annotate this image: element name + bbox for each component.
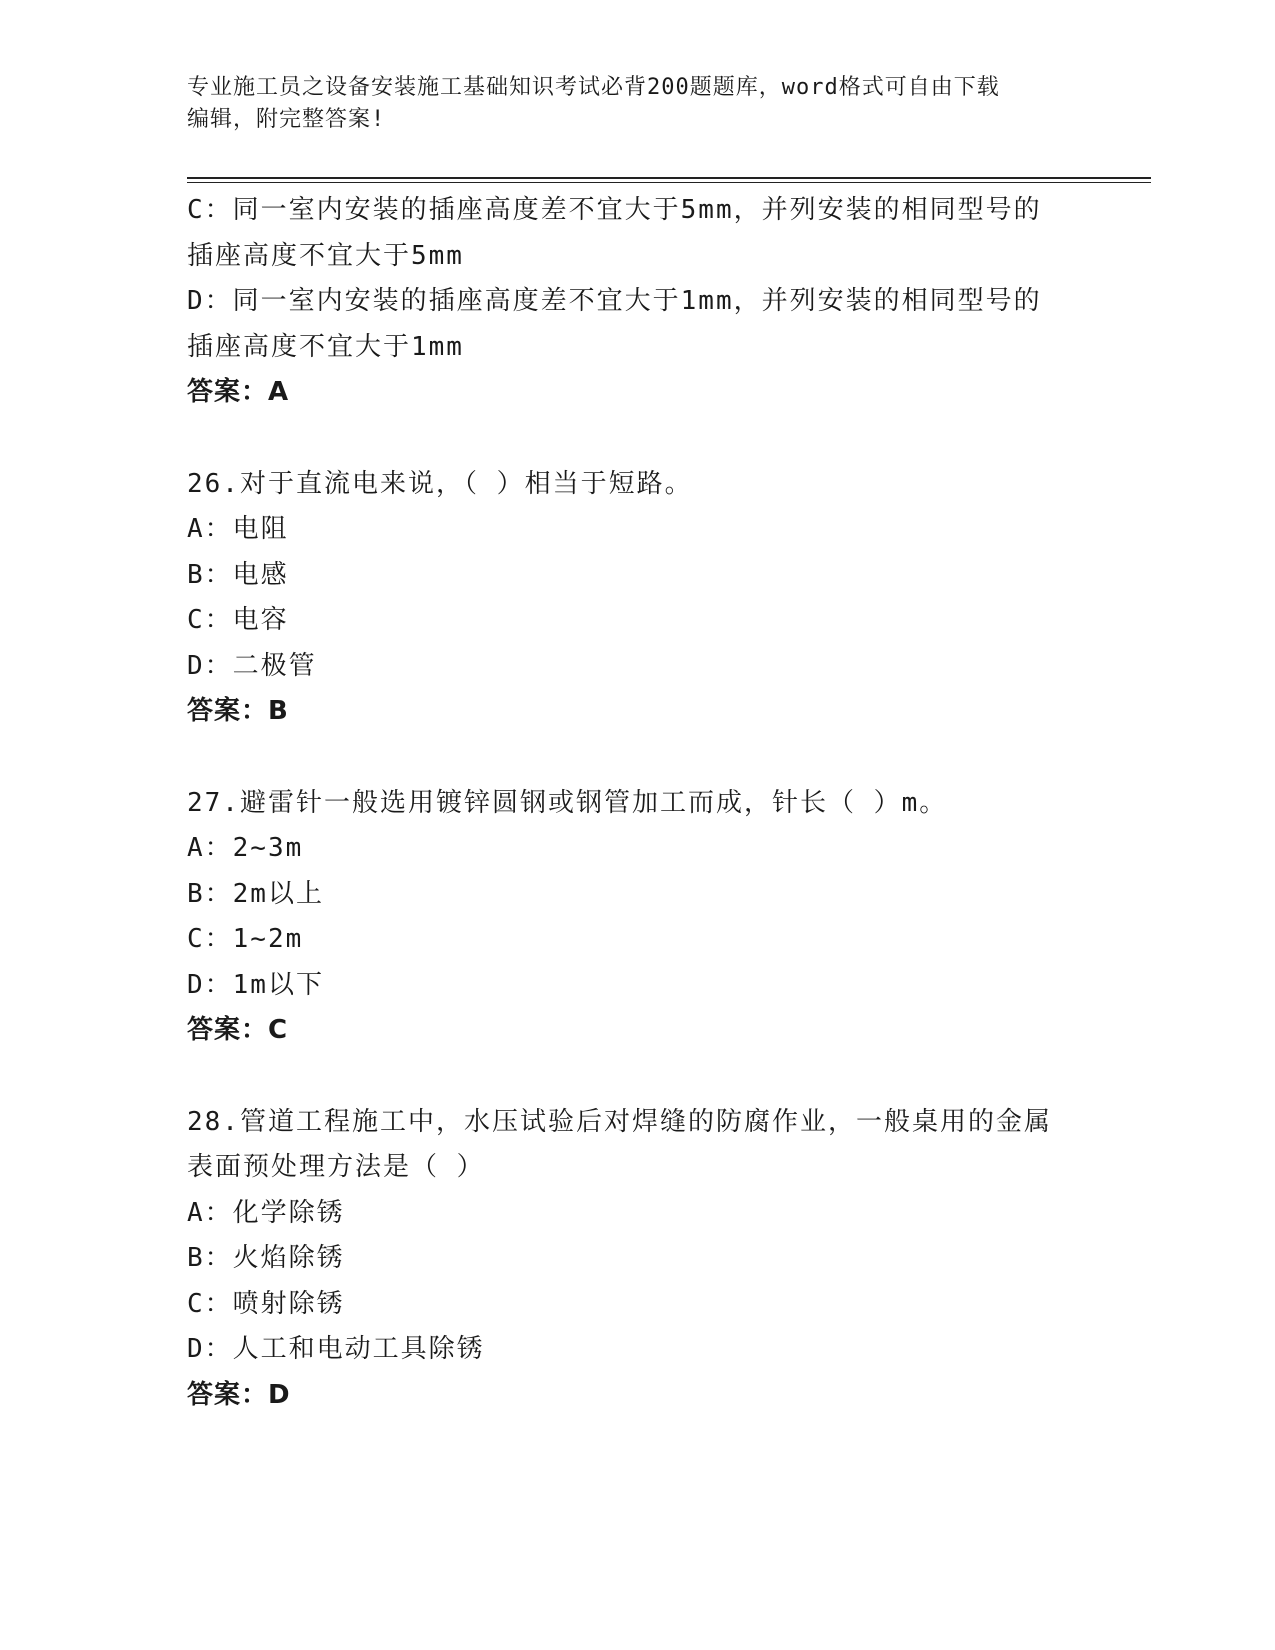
answer-line: 答案：A bbox=[187, 377, 290, 407]
option-b: B：电感 bbox=[187, 559, 289, 590]
option-c-line-2: 插座高度不宜大于5mm bbox=[187, 240, 464, 271]
option-c: C：电容 bbox=[187, 605, 289, 635]
option-a: A：电阻 bbox=[187, 514, 289, 544]
answer-line: 答案：C bbox=[187, 1015, 289, 1045]
spacer bbox=[187, 416, 1087, 462]
header-divider-thin bbox=[187, 182, 1151, 183]
option-d: D：人工和电动工具除锈 bbox=[187, 1334, 485, 1364]
option-a: A：化学除锈 bbox=[187, 1197, 345, 1228]
option-d: D：二极管 bbox=[187, 650, 317, 681]
option-c-line-1: C：同一室内安装的插座高度差不宜大于5mm，并列安装的相同型号的 bbox=[187, 195, 1042, 225]
option-c: C：1~2m bbox=[187, 924, 304, 954]
question-content bbox=[187, 188, 1087, 1418]
question-28 bbox=[187, 1100, 1087, 1419]
option-a: A：2~3m bbox=[187, 833, 304, 863]
header-line-1: 专业施工员之设备安装施工基础知识考试必背200题题库，word格式可自由下载 bbox=[187, 75, 1000, 100]
spacer bbox=[187, 1054, 1087, 1100]
answer-line: 答案：D bbox=[187, 1379, 291, 1410]
question-stem-line-1: 28.管道工程施工中，水压试验后对焊缝的防腐作业，一般桌用的金属 bbox=[187, 1106, 1052, 1137]
option-c: C：喷射除锈 bbox=[187, 1288, 345, 1319]
option-d-line-1: D：同一室内安装的插座高度差不宜大于1mm，并列安装的相同型号的 bbox=[187, 286, 1042, 316]
question-27 bbox=[187, 781, 1087, 1054]
header-line-2: 编辑，附完整答案! bbox=[187, 107, 386, 132]
continued-question bbox=[187, 188, 1087, 416]
question-26 bbox=[187, 462, 1087, 735]
option-d: D：1m以下 bbox=[187, 969, 324, 1000]
question-stem: 26.对于直流电来说，（ ）相当于短路。 bbox=[187, 468, 693, 499]
document-header bbox=[187, 72, 1067, 136]
option-b: B：火焰除锈 bbox=[187, 1243, 345, 1273]
spacer bbox=[187, 735, 1087, 781]
question-stem-line-2: 表面预处理方法是（ ） bbox=[187, 1152, 485, 1182]
question-stem: 27.避雷针一般选用镀锌圆钢或钢管加工而成，针长（ ）m。 bbox=[187, 787, 948, 818]
header-divider-thick bbox=[187, 177, 1151, 179]
option-d-line-2: 插座高度不宜大于1mm bbox=[187, 331, 464, 362]
option-b: B：2m以上 bbox=[187, 878, 324, 909]
answer-line: 答案：B bbox=[187, 696, 289, 726]
